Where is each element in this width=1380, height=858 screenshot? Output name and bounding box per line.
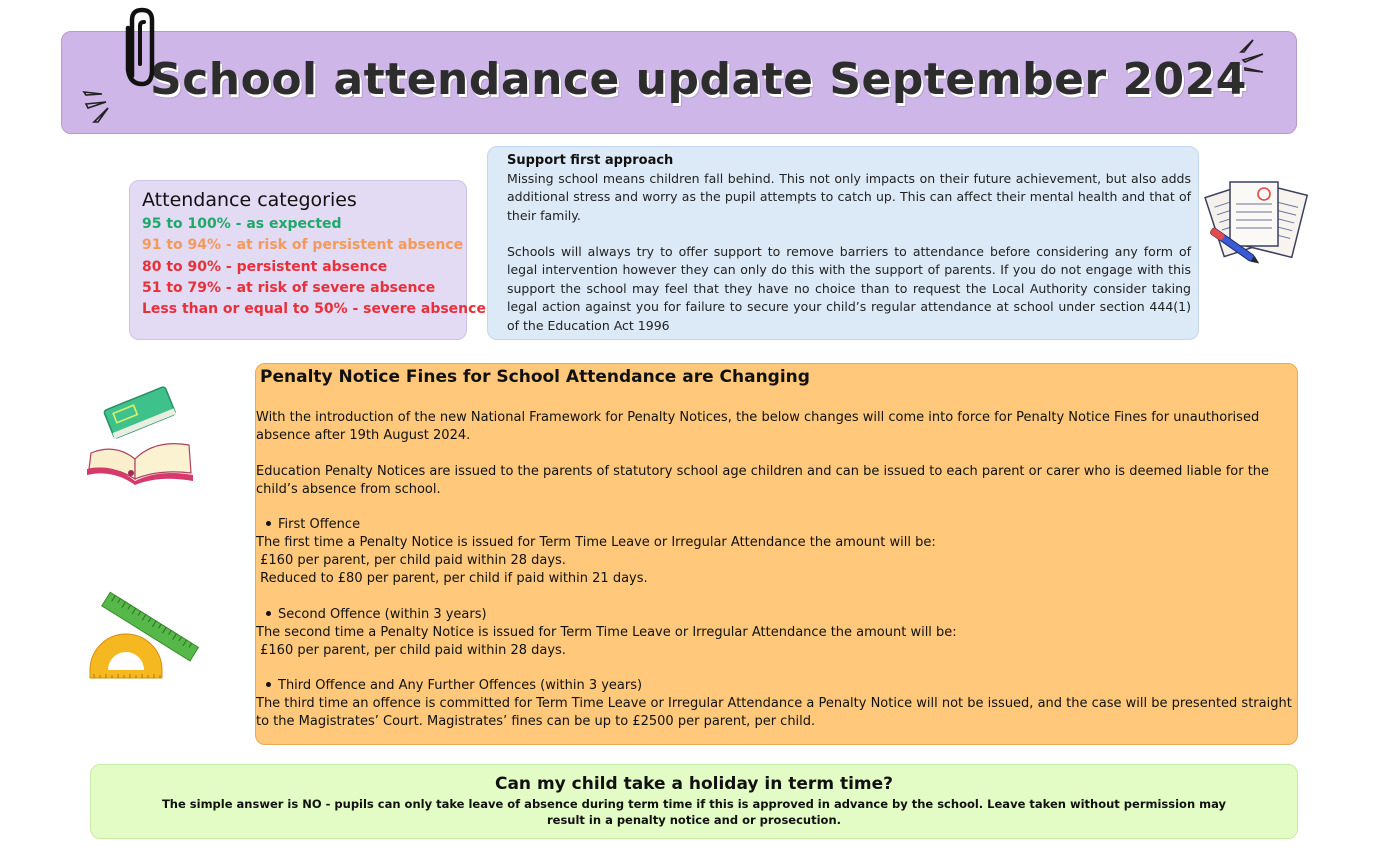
- third-offence-label: Third Offence and Any Further Offences (within 3 years): [278, 678, 643, 693]
- first-offence-line-1: The first time a Penalty Notice is issued for Term Time Leave or Irregular Attendance the amount will be:: [256, 535, 936, 550]
- spark-right-icon: [1237, 38, 1267, 76]
- third-offence-text: The third time an offence is committed for Term Time Leave or Irregular Attendance a Penalty Notice will not be issued, and the case will be presented straight to the Magistrates’ Court. Magistrates’ fines can be up to £2500 per parent, per child.: [256, 696, 1292, 729]
- books-icon: [85, 383, 197, 487]
- page-title: School attendance update September 2024: [150, 54, 1247, 105]
- first-offence-line-3: Reduced to £80 per parent, per child if paid within 21 days.: [256, 571, 648, 586]
- second-offence-bullet: [266, 606, 487, 624]
- second-offence-line-1: The second time a Penalty Notice is issued for Term Time Leave or Irregular Attendance the amount will be:: [256, 625, 957, 640]
- first-offence-label: First Offence: [278, 517, 361, 532]
- holiday-title: Can my child take a holiday in term time?: [494, 774, 894, 794]
- category-persistent: 80 to 90% - persistent absence: [142, 259, 388, 275]
- spark-left-icon: [82, 88, 114, 126]
- category-severe: Less than or equal to 50% - severe absence: [142, 301, 486, 317]
- bullet-dot: [266, 682, 271, 687]
- penalty-intro: With the introduction of the new National Framework for Penalty Notices, the below changes will come into force for Penalty Notice Fines for unauthorised absence after 19th August 2024.: [256, 410, 1260, 443]
- penalty-issued-text: Education Penalty Notices are issued to the parents of statutory school age children and can be issued to each parent or carer who is deemed liable for the child’s absence from school.: [256, 464, 1270, 497]
- attendance-categories-title: Attendance categories: [142, 189, 357, 211]
- second-offence-line-2: £160 per parent, per child paid within 28 days.: [256, 643, 566, 658]
- category-risk-persistent: 91 to 94% - at risk of persistent absence: [142, 237, 464, 253]
- holiday-text: The simple answer is NO - pupils can only take leave of absence during term time if this is approved in advance by the school. Leave taken without permission may result in a penalty notice and or prosecution.: [161, 797, 1227, 827]
- third-offence-bullet: [266, 677, 642, 695]
- support-paragraph-2: Schools will always try to offer support to remove barriers to attendance before considering any form of legal intervention however they can only do this with the support of parents. If you do not engage with this support the school may feel that they have no choice than to request the Local Authority consider taking legal action against you for failure to secure your child’s regular attendance at school under section 444(1) of the Education Act 1996: [507, 244, 1191, 333]
- second-offence-label: Second Offence (within 3 years): [278, 607, 487, 622]
- first-offence-bullet: [266, 516, 360, 534]
- support-paragraph-1: Missing school means children fall behind. This not only impacts on their future achievement, but also adds additional stress and worry as the pupil attempts to catch up. This can affect their mental health and that of their family.: [507, 171, 1191, 223]
- category-expected: 95 to 100% - as expected: [142, 216, 342, 232]
- first-offence-line-2: £160 per parent, per child paid within 28 days.: [256, 553, 566, 568]
- ruler-protractor-icon: [88, 590, 200, 682]
- support-first-heading: Support first approach: [507, 153, 674, 168]
- bullet-dot: [266, 611, 271, 616]
- paperclip-icon: [118, 4, 170, 90]
- category-risk-severe: 51 to 79% - at risk of severe absence: [142, 280, 436, 296]
- penalty-notice-title: Penalty Notice Fines for School Attendance are Changing: [260, 367, 810, 387]
- bullet-dot: [266, 521, 271, 526]
- documents-pen-icon: [1200, 176, 1312, 266]
